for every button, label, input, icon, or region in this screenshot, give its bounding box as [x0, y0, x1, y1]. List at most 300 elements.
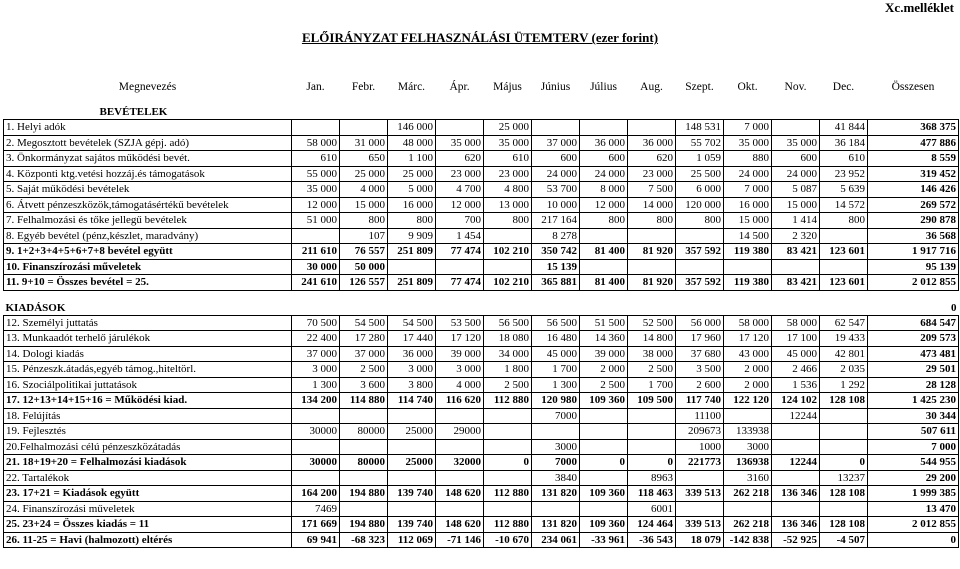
row-value: 114 880 — [340, 393, 388, 409]
table-row — [4, 362, 959, 378]
row-label: 25. 23+24 = Összes kiadás = 11 — [4, 517, 292, 533]
row-total: 269 572 — [868, 197, 959, 213]
row-value: 36 184 — [820, 135, 868, 151]
row-value — [484, 439, 532, 455]
row-label: 7. Felhalmozási és tőke jellegű bevételek — [4, 213, 292, 229]
row-value: 102 210 — [484, 244, 532, 260]
row-value — [388, 439, 436, 455]
row-value: 18 079 — [676, 532, 724, 548]
row-value: 14 572 — [820, 197, 868, 213]
row-value: 221773 — [676, 455, 724, 471]
table-row — [4, 346, 959, 362]
row-value: 7 000 — [724, 120, 772, 136]
table-row — [4, 424, 959, 440]
row-value: 136 346 — [772, 486, 820, 502]
row-value: 80000 — [340, 455, 388, 471]
row-value: 58 000 — [724, 315, 772, 331]
row-total: 1 425 230 — [868, 393, 959, 409]
row-value: 38 000 — [628, 346, 676, 362]
row-value: 55 702 — [676, 135, 724, 151]
row-value: 48 000 — [388, 135, 436, 151]
row-value — [772, 501, 820, 517]
row-value: 53 500 — [436, 315, 484, 331]
row-value — [580, 470, 628, 486]
row-total: 477 886 — [868, 135, 959, 151]
row-value: 80000 — [340, 424, 388, 440]
row-value: 3 600 — [340, 377, 388, 393]
row-value: 128 108 — [820, 393, 868, 409]
row-value: 17 960 — [676, 331, 724, 347]
row-label: 19. Fejlesztés — [4, 424, 292, 440]
row-value: 23 000 — [484, 166, 532, 182]
row-value — [292, 470, 340, 486]
row-value: 35 000 — [436, 135, 484, 151]
row-value: 58 000 — [292, 135, 340, 151]
table-row — [4, 151, 959, 167]
row-value — [436, 120, 484, 136]
row-value: 610 — [484, 151, 532, 167]
row-value: 800 — [340, 213, 388, 229]
row-value: 0 — [580, 455, 628, 471]
row-value: 14 500 — [724, 228, 772, 244]
row-value — [340, 408, 388, 424]
row-value: 164 200 — [292, 486, 340, 502]
row-label: 14. Dologi kiadás — [4, 346, 292, 362]
row-value — [820, 259, 868, 275]
row-value: 1 100 — [388, 151, 436, 167]
row-value: 30000 — [292, 455, 340, 471]
row-value: 365 881 — [532, 275, 580, 291]
header-cell: Dec. — [832, 80, 855, 93]
row-value — [628, 424, 676, 440]
row-value — [436, 439, 484, 455]
row-label: 26. 11-25 = Havi (halmozott) eltérés — [4, 532, 292, 548]
row-total: 684 547 — [868, 315, 959, 331]
row-total: 209 573 — [868, 331, 959, 347]
row-label: 16. Szociálpolitikai juttatások — [4, 377, 292, 393]
row-value: 139 740 — [388, 486, 436, 502]
row-value — [436, 470, 484, 486]
header-cell: Június — [540, 80, 571, 93]
row-value: 136 346 — [772, 517, 820, 533]
row-value: 25 000 — [340, 166, 388, 182]
row-value: 6 000 — [676, 182, 724, 198]
row-value: 16 000 — [388, 197, 436, 213]
table-row — [4, 393, 959, 409]
row-value: 83 421 — [772, 275, 820, 291]
row-value: 1 300 — [292, 377, 340, 393]
row-value: 81 400 — [580, 244, 628, 260]
row-value: 339 513 — [676, 486, 724, 502]
row-label: 15. Pénzeszk.átadás,egyéb támog.,hiteltörl. — [4, 362, 292, 378]
row-value — [676, 228, 724, 244]
table-row — [4, 135, 959, 151]
header-cell: Összesen — [891, 80, 935, 93]
row-value: 800 — [628, 213, 676, 229]
row-value: 120 980 — [532, 393, 580, 409]
row-value: 122 120 — [724, 393, 772, 409]
row-value — [724, 408, 772, 424]
row-value: 7 500 — [628, 182, 676, 198]
row-value — [724, 259, 772, 275]
row-value: 131 820 — [532, 486, 580, 502]
row-value: 109 360 — [580, 517, 628, 533]
row-value — [484, 408, 532, 424]
row-value: 800 — [676, 213, 724, 229]
row-value: 241 610 — [292, 275, 340, 291]
row-value: 36 000 — [388, 346, 436, 362]
row-value — [724, 501, 772, 517]
row-value: 24 000 — [580, 166, 628, 182]
row-label: 3. Önkormányzat sajátos működési bevét. — [4, 151, 292, 167]
row-value: 32000 — [436, 455, 484, 471]
row-value: 209673 — [676, 424, 724, 440]
header-cell: Ápr. — [449, 80, 470, 93]
row-value: 6001 — [628, 501, 676, 517]
row-value: 24 000 — [532, 166, 580, 182]
row-value: 37 680 — [676, 346, 724, 362]
row-value: 83 421 — [772, 244, 820, 260]
table-row — [4, 517, 959, 533]
table-row — [4, 228, 959, 244]
row-value: 55 000 — [292, 166, 340, 182]
row-value: 50 000 — [340, 259, 388, 275]
row-value: 2 500 — [580, 377, 628, 393]
row-value: 62 547 — [820, 315, 868, 331]
row-value: 24 000 — [772, 166, 820, 182]
row-label: 18. Felújítás — [4, 408, 292, 424]
row-value — [772, 439, 820, 455]
row-value: 12244 — [772, 455, 820, 471]
row-value: 12 000 — [436, 197, 484, 213]
row-value — [628, 439, 676, 455]
row-value: 4 800 — [484, 182, 532, 198]
row-value: 17 100 — [772, 331, 820, 347]
header-cell: Okt. — [737, 80, 758, 93]
row-total: 319 452 — [868, 166, 959, 182]
row-value: 35 000 — [724, 135, 772, 151]
header-cell: Szept. — [685, 80, 714, 93]
row-value: 25 000 — [484, 120, 532, 136]
row-value: 5 000 — [388, 182, 436, 198]
row-label: 13. Munkaadót terhelő járulékok — [4, 331, 292, 347]
row-value: 51 500 — [580, 315, 628, 331]
row-value — [484, 470, 532, 486]
row-value: 56 500 — [484, 315, 532, 331]
row-value — [340, 501, 388, 517]
row-value: 16 000 — [724, 197, 772, 213]
appendix-note: Xc.melléklet — [885, 0, 954, 15]
table-row — [4, 166, 959, 182]
row-total: 8 559 — [868, 151, 959, 167]
row-value: 34 000 — [484, 346, 532, 362]
row-value: 0 — [484, 455, 532, 471]
row-value — [820, 439, 868, 455]
table-row — [4, 439, 959, 455]
row-label: 12. Személyi juttatás — [4, 315, 292, 331]
row-total: 368 375 — [868, 120, 959, 136]
row-value — [772, 424, 820, 440]
row-value: 2 000 — [724, 377, 772, 393]
row-value — [676, 501, 724, 517]
row-value — [340, 439, 388, 455]
row-value: 109 360 — [580, 486, 628, 502]
row-value: 7000 — [532, 455, 580, 471]
row-value — [820, 424, 868, 440]
row-total: 473 481 — [868, 346, 959, 362]
row-value: 41 844 — [820, 120, 868, 136]
row-value: 123 601 — [820, 244, 868, 260]
row-value — [676, 470, 724, 486]
row-value: 2 035 — [820, 362, 868, 378]
row-value: 12 000 — [580, 197, 628, 213]
row-value: 58 000 — [772, 315, 820, 331]
section-expense-total: 0 — [951, 301, 957, 314]
row-value: 39 000 — [580, 346, 628, 362]
row-value: -68 323 — [340, 532, 388, 548]
row-value: 25 500 — [676, 166, 724, 182]
row-value: 112 880 — [484, 517, 532, 533]
table-row — [4, 455, 959, 471]
row-value: 1000 — [676, 439, 724, 455]
row-label: 21. 18+19+20 = Felhalmozási kiadások — [4, 455, 292, 471]
row-value: 234 061 — [532, 532, 580, 548]
row-total: 2 012 855 — [868, 517, 959, 533]
table-row — [4, 486, 959, 502]
row-value: 16 480 — [532, 331, 580, 347]
row-value: 109 500 — [628, 393, 676, 409]
row-value: 171 669 — [292, 517, 340, 533]
row-value: 36 000 — [580, 135, 628, 151]
table-row — [4, 377, 959, 393]
row-value: 148 531 — [676, 120, 724, 136]
row-value: 2 500 — [628, 362, 676, 378]
spacer-cell — [4, 95, 959, 105]
spacer-row — [4, 95, 959, 105]
row-value: 81 920 — [628, 244, 676, 260]
row-value: 54 500 — [340, 315, 388, 331]
row-label: 8. Egyéb bevétel (pénz,készlet, maradvány) — [4, 228, 292, 244]
row-value: 3840 — [532, 470, 580, 486]
row-value: 112 880 — [484, 393, 532, 409]
row-value: 4 000 — [340, 182, 388, 198]
row-value: 1 700 — [628, 377, 676, 393]
row-value: 56 000 — [676, 315, 724, 331]
row-label: 11. 9+10 = Összes bevétel = 25. — [4, 275, 292, 291]
row-value: 116 620 — [436, 393, 484, 409]
row-value — [580, 228, 628, 244]
row-total: 1 999 385 — [868, 486, 959, 502]
row-value: 77 474 — [436, 244, 484, 260]
row-value — [820, 228, 868, 244]
row-value: 7000 — [532, 408, 580, 424]
row-value: -52 925 — [772, 532, 820, 548]
header-label: Megnevezés — [118, 80, 177, 93]
row-value: 12 000 — [292, 197, 340, 213]
page-title: ELŐIRÁNYZAT FELHASZNÁLÁSI ÜTEMTERV (ezer forint) — [301, 30, 659, 45]
row-total: 2 012 855 — [868, 275, 959, 291]
row-value — [628, 408, 676, 424]
row-value: 81 400 — [580, 275, 628, 291]
row-label: 20.Felhalmozási célú pénzeszközátadás — [4, 439, 292, 455]
row-value — [484, 424, 532, 440]
row-value — [580, 120, 628, 136]
row-value: 2 320 — [772, 228, 820, 244]
row-label: 24. Finanszírozási műveletek — [4, 501, 292, 517]
row-value: 3160 — [724, 470, 772, 486]
row-value — [772, 259, 820, 275]
row-label: 22. Tartalékok — [4, 470, 292, 486]
row-label: 2. Megosztott bevételek (SZJA gépj. adó) — [4, 135, 292, 151]
row-value: 22 400 — [292, 331, 340, 347]
row-value: 31 000 — [340, 135, 388, 151]
row-value: 53 700 — [532, 182, 580, 198]
row-value: 14 800 — [628, 331, 676, 347]
row-value — [532, 501, 580, 517]
row-value — [580, 259, 628, 275]
row-value — [532, 424, 580, 440]
row-value: 118 463 — [628, 486, 676, 502]
budget-table — [3, 78, 959, 548]
row-value — [628, 120, 676, 136]
row-value: 124 464 — [628, 517, 676, 533]
row-value — [388, 408, 436, 424]
row-total: 290 878 — [868, 213, 959, 229]
row-value: 8 278 — [532, 228, 580, 244]
row-value: 69 941 — [292, 532, 340, 548]
row-total: 28 128 — [868, 377, 959, 393]
table-row — [4, 470, 959, 486]
row-value: 3 500 — [676, 362, 724, 378]
table-row — [4, 259, 959, 275]
row-value: 109 360 — [580, 393, 628, 409]
row-value — [484, 228, 532, 244]
row-value: 35 000 — [772, 135, 820, 151]
header-cell: Július — [590, 80, 617, 93]
row-value: 39 000 — [436, 346, 484, 362]
row-value — [484, 259, 532, 275]
row-value: 15 000 — [340, 197, 388, 213]
row-value: 1 800 — [484, 362, 532, 378]
row-value: 262 218 — [724, 486, 772, 502]
row-label: 5. Saját működési bevételek — [4, 182, 292, 198]
row-value: 146 000 — [388, 120, 436, 136]
row-total: 95 139 — [868, 259, 959, 275]
row-value: 350 742 — [532, 244, 580, 260]
row-value: 1 300 — [532, 377, 580, 393]
row-value: 37 000 — [532, 135, 580, 151]
row-value: 43 000 — [724, 346, 772, 362]
row-value: 23 000 — [628, 166, 676, 182]
table-row — [4, 501, 959, 517]
row-value: 102 210 — [484, 275, 532, 291]
row-value: 15 000 — [772, 197, 820, 213]
header-cell: Aug. — [640, 80, 663, 93]
row-value: 1 700 — [532, 362, 580, 378]
row-value: 124 102 — [772, 393, 820, 409]
row-value — [532, 120, 580, 136]
row-value: 120 000 — [676, 197, 724, 213]
row-value: 17 120 — [724, 331, 772, 347]
row-value — [580, 408, 628, 424]
row-value: 45 000 — [772, 346, 820, 362]
row-value — [820, 408, 868, 424]
row-value: 119 380 — [724, 275, 772, 291]
row-value: 14 000 — [628, 197, 676, 213]
row-value: 211 610 — [292, 244, 340, 260]
row-label: 4. Központi ktg.vetési hozzáj.és támogatások — [4, 166, 292, 182]
row-value: 13237 — [820, 470, 868, 486]
row-value: 3 800 — [388, 377, 436, 393]
row-value: 262 218 — [724, 517, 772, 533]
row-value — [820, 501, 868, 517]
table-row — [4, 315, 959, 331]
row-value: 2 600 — [676, 377, 724, 393]
row-value: 15 000 — [724, 213, 772, 229]
row-value: 600 — [772, 151, 820, 167]
section-title-revenue: BEVÉTELEK — [99, 106, 168, 118]
row-value: 12244 — [772, 408, 820, 424]
row-value: 11100 — [676, 408, 724, 424]
row-value: 131 820 — [532, 517, 580, 533]
row-value: 2 000 — [580, 362, 628, 378]
section-expense — [4, 301, 959, 316]
row-value: 52 500 — [628, 315, 676, 331]
row-label: 23. 17+21 = Kiadások együtt — [4, 486, 292, 502]
row-value: 339 513 — [676, 517, 724, 533]
row-value — [388, 470, 436, 486]
row-value: -36 543 — [628, 532, 676, 548]
row-total: 507 611 — [868, 424, 959, 440]
row-value: 35 000 — [484, 135, 532, 151]
row-value: 23 952 — [820, 166, 868, 182]
row-value: 25 000 — [388, 166, 436, 182]
table-row — [4, 532, 959, 548]
row-value: 25000 — [388, 424, 436, 440]
table-row — [4, 197, 959, 213]
row-value: -142 838 — [724, 532, 772, 548]
row-value: 77 474 — [436, 275, 484, 291]
table-row — [4, 120, 959, 136]
row-value: 5 087 — [772, 182, 820, 198]
row-value — [580, 424, 628, 440]
row-value: 3 000 — [436, 362, 484, 378]
row-value: 8963 — [628, 470, 676, 486]
row-value: 114 740 — [388, 393, 436, 409]
row-value: 8 000 — [580, 182, 628, 198]
row-value: 42 801 — [820, 346, 868, 362]
row-value: 800 — [484, 213, 532, 229]
row-value: 112 880 — [484, 486, 532, 502]
row-total: 36 568 — [868, 228, 959, 244]
row-value: 700 — [436, 213, 484, 229]
row-value: 134 200 — [292, 393, 340, 409]
row-value: 0 — [628, 455, 676, 471]
row-value: 37 000 — [340, 346, 388, 362]
row-value: 139 740 — [388, 517, 436, 533]
row-value: 117 740 — [676, 393, 724, 409]
row-value: 107 — [340, 228, 388, 244]
row-value: 800 — [388, 213, 436, 229]
row-value: 2 500 — [340, 362, 388, 378]
row-total: 0 — [868, 532, 959, 548]
row-value: 133938 — [724, 424, 772, 440]
row-value: 136938 — [724, 455, 772, 471]
row-value: 19 433 — [820, 331, 868, 347]
row-value: 800 — [580, 213, 628, 229]
table-row — [4, 408, 959, 424]
table-row — [4, 244, 959, 260]
